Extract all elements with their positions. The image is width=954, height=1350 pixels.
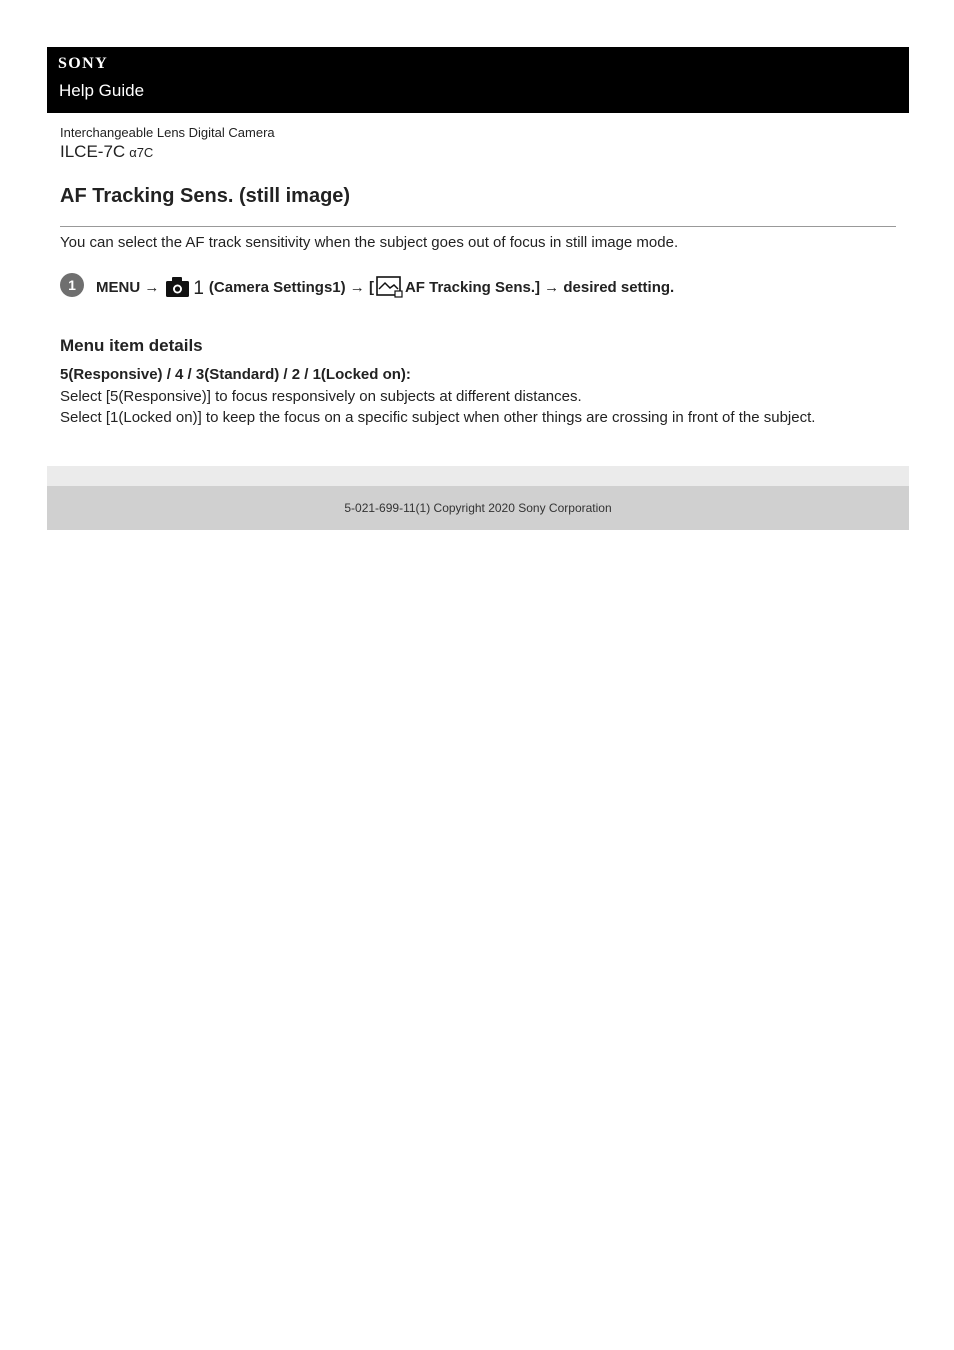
camera-settings-label: (Camera Settings1) → [ [208, 278, 374, 296]
model-number: ILCE-7C [60, 142, 126, 161]
detail-description-locked-on: Select [1(Locked on)] to keep the focus on a specific subject when other things are crossing in front of the subject. [60, 409, 816, 426]
detail-description-responsive: Select [5(Responsive)] to focus responsively on subjects at different distances. [60, 388, 582, 405]
menu-label: MENU → [96, 278, 160, 296]
menu-item-details-heading: Menu item details [60, 336, 203, 355]
copyright-text: 5-021-699-11(1) Copyright 2020 Sony Corporation [344, 501, 612, 515]
step-number-badge: 1 [60, 273, 84, 297]
model-alias: α7C [129, 145, 154, 160]
model-name [60, 142, 153, 162]
intro-text: You can select the AF track sensitivity when the subject goes out of focus in still image mode. [60, 234, 679, 251]
title-divider [60, 226, 896, 227]
sony-logo: SONY [58, 55, 109, 72]
af-tracking-icon [376, 276, 403, 302]
help-guide-title: Help Guide [59, 81, 145, 100]
footer [47, 486, 909, 530]
setting-values-term: 5(Responsive) / 4 / 3(Standard) / 2 / 1(Locked on): [60, 366, 411, 383]
page-title: AF Tracking Sens. (still image) [60, 185, 351, 207]
product-type: Interchangeable Lens Digital Camera [60, 125, 275, 140]
step-instruction [96, 274, 674, 300]
camera-settings-tab-number: 1 [193, 278, 204, 299]
header-bar [47, 47, 909, 113]
footer-spacer [47, 466, 909, 486]
af-tracking-label: AF Tracking Sens.] → desired setting. [404, 278, 675, 296]
step-1 [60, 271, 900, 298]
camera-icon [165, 276, 191, 302]
